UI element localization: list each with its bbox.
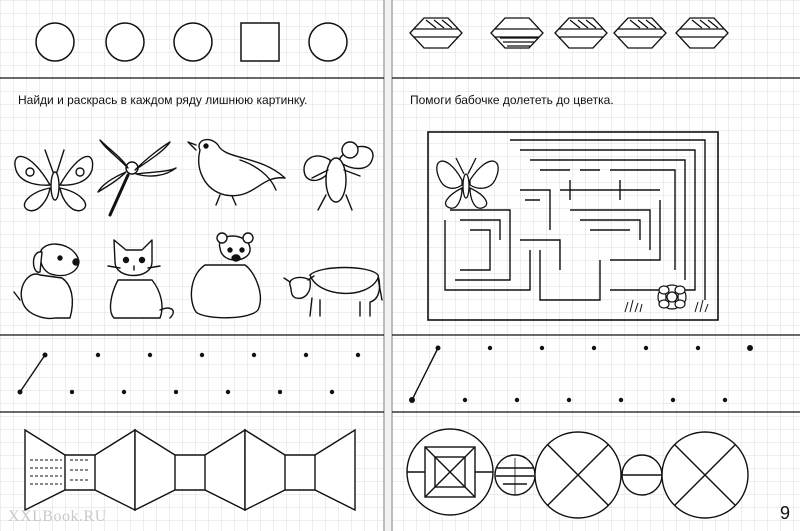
page-number: 9 [780,503,791,523]
right-instruction: Помоги бабочке долететь до цветка. [410,93,614,107]
circle-shape [309,23,347,61]
flower-icon [658,285,686,309]
left-instruction: Найди и раскрась в каждом ряду лишнюю картинку. [18,93,308,107]
circle-shape [36,23,74,61]
square-shape [241,23,279,61]
watermark: XXLBook.RU [8,508,107,525]
circle-shape [106,23,144,61]
circle-shape [174,23,212,61]
circle-pattern [407,429,748,518]
